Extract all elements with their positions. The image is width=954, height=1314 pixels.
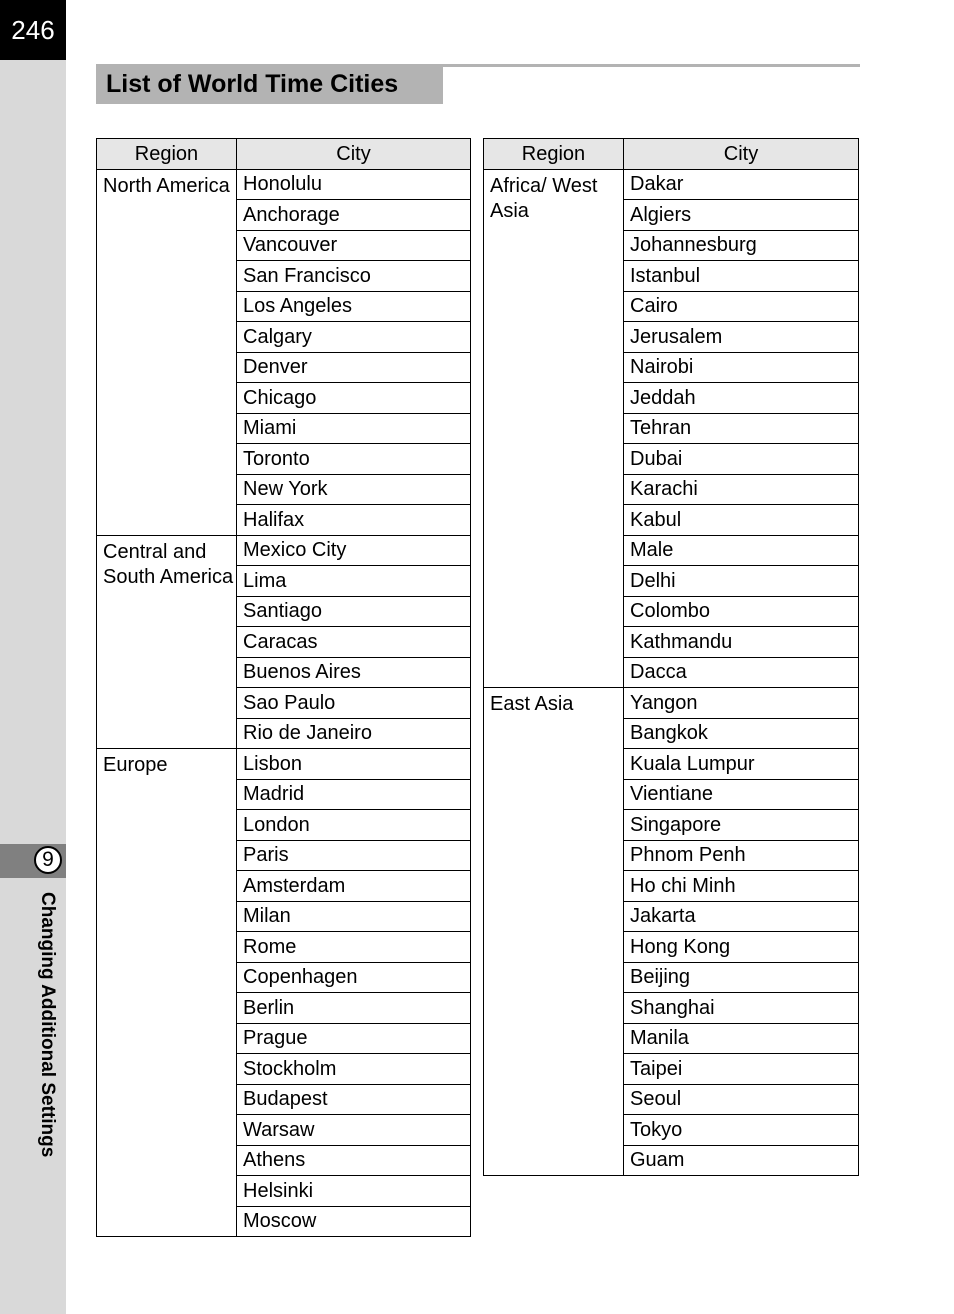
city-cell: London bbox=[237, 810, 471, 841]
city-cell: Shanghai bbox=[624, 993, 859, 1024]
city-cell: Hong Kong bbox=[624, 932, 859, 963]
city-cell: Los Angeles bbox=[237, 291, 471, 322]
city-cell: Athens bbox=[237, 1145, 471, 1176]
page-number: 246 bbox=[0, 0, 66, 60]
city-cell: Ho chi Minh bbox=[624, 871, 859, 902]
city-cell: Taipei bbox=[624, 1054, 859, 1085]
table-row bbox=[484, 169, 859, 200]
city-cell: Warsaw bbox=[237, 1115, 471, 1146]
city-cell: Colombo bbox=[624, 596, 859, 627]
city-cell: Dacca bbox=[624, 657, 859, 688]
city-cell: Prague bbox=[237, 1023, 471, 1054]
city-cell: Phnom Penh bbox=[624, 840, 859, 871]
city-cell: Vancouver bbox=[237, 230, 471, 261]
city-cell: Halifax bbox=[237, 505, 471, 536]
city-cell: Dakar bbox=[624, 169, 859, 200]
city-cell: Kuala Lumpur bbox=[624, 749, 859, 780]
city-cell: Anchorage bbox=[237, 200, 471, 231]
city-cell: Honolulu bbox=[237, 169, 471, 200]
table-body bbox=[97, 169, 471, 1237]
title-rule bbox=[442, 64, 860, 67]
city-cell: Berlin bbox=[237, 993, 471, 1024]
region-column-header: Region bbox=[484, 139, 624, 170]
city-cell: Karachi bbox=[624, 474, 859, 505]
city-cell: Bangkok bbox=[624, 718, 859, 749]
city-cell: Paris bbox=[237, 840, 471, 871]
table-body bbox=[484, 169, 859, 1176]
city-cell: Rome bbox=[237, 932, 471, 963]
city-cell: Santiago bbox=[237, 596, 471, 627]
table-header-row bbox=[97, 139, 471, 170]
city-cell: Jerusalem bbox=[624, 322, 859, 353]
city-cell: Amsterdam bbox=[237, 871, 471, 902]
city-cell: New York bbox=[237, 474, 471, 505]
region-cell: Europe bbox=[97, 749, 237, 1237]
city-cell: Sao Paulo bbox=[237, 688, 471, 719]
table-row bbox=[484, 688, 859, 719]
city-cell: Tokyo bbox=[624, 1115, 859, 1146]
region-column-header: Region bbox=[97, 139, 237, 170]
city-cell: Kabul bbox=[624, 505, 859, 536]
city-cell: Dubai bbox=[624, 444, 859, 475]
region-cell: Africa/ West Asia bbox=[484, 169, 624, 688]
table-row bbox=[97, 749, 471, 780]
city-cell: Copenhagen bbox=[237, 962, 471, 993]
city-cell: Istanbul bbox=[624, 261, 859, 292]
city-cell: Manila bbox=[624, 1023, 859, 1054]
city-cell: Jeddah bbox=[624, 383, 859, 414]
region-cell: East Asia bbox=[484, 688, 624, 1176]
region-cell: Central and South America bbox=[97, 535, 237, 749]
city-cell: Vientiane bbox=[624, 779, 859, 810]
city-cell: Nairobi bbox=[624, 352, 859, 383]
city-cell: Miami bbox=[237, 413, 471, 444]
city-cell: Algiers bbox=[624, 200, 859, 231]
city-cell: San Francisco bbox=[237, 261, 471, 292]
city-cell: Seoul bbox=[624, 1084, 859, 1115]
table-row bbox=[97, 535, 471, 566]
table-header-row bbox=[484, 139, 859, 170]
city-column-header: City bbox=[237, 139, 471, 170]
city-cell: Mexico City bbox=[237, 535, 471, 566]
table-row bbox=[97, 169, 471, 200]
city-cell: Helsinki bbox=[237, 1176, 471, 1207]
city-cell: Budapest bbox=[237, 1084, 471, 1115]
city-cell: Guam bbox=[624, 1145, 859, 1176]
city-cell: Milan bbox=[237, 901, 471, 932]
city-cell: Yangon bbox=[624, 688, 859, 719]
chapter-number-badge: 9 bbox=[34, 846, 62, 874]
city-cell: Lisbon bbox=[237, 749, 471, 780]
city-cell: Cairo bbox=[624, 291, 859, 322]
region-cell: North America bbox=[97, 169, 237, 535]
city-cell: Johannesburg bbox=[624, 230, 859, 261]
page-title: List of World Time Cities bbox=[96, 64, 443, 104]
chapter-title: Changing Additional Settings bbox=[37, 892, 58, 1158]
city-cell: Rio de Janeiro bbox=[237, 718, 471, 749]
city-cell: Beijing bbox=[624, 962, 859, 993]
city-cell: Stockholm bbox=[237, 1054, 471, 1085]
city-cell: Lima bbox=[237, 566, 471, 597]
city-cell: Tehran bbox=[624, 413, 859, 444]
city-cell: Chicago bbox=[237, 383, 471, 414]
world-cities-table-right bbox=[483, 138, 859, 1176]
world-cities-table-left bbox=[96, 138, 471, 1237]
city-cell: Jakarta bbox=[624, 901, 859, 932]
city-cell: Buenos Aires bbox=[237, 657, 471, 688]
city-cell: Moscow bbox=[237, 1206, 471, 1237]
city-cell: Denver bbox=[237, 352, 471, 383]
city-cell: Madrid bbox=[237, 779, 471, 810]
city-cell: Singapore bbox=[624, 810, 859, 841]
city-cell: Toronto bbox=[237, 444, 471, 475]
city-cell: Male bbox=[624, 535, 859, 566]
city-cell: Kathmandu bbox=[624, 627, 859, 658]
city-cell: Calgary bbox=[237, 322, 471, 353]
city-cell: Caracas bbox=[237, 627, 471, 658]
city-column-header: City bbox=[624, 139, 859, 170]
city-cell: Delhi bbox=[624, 566, 859, 597]
